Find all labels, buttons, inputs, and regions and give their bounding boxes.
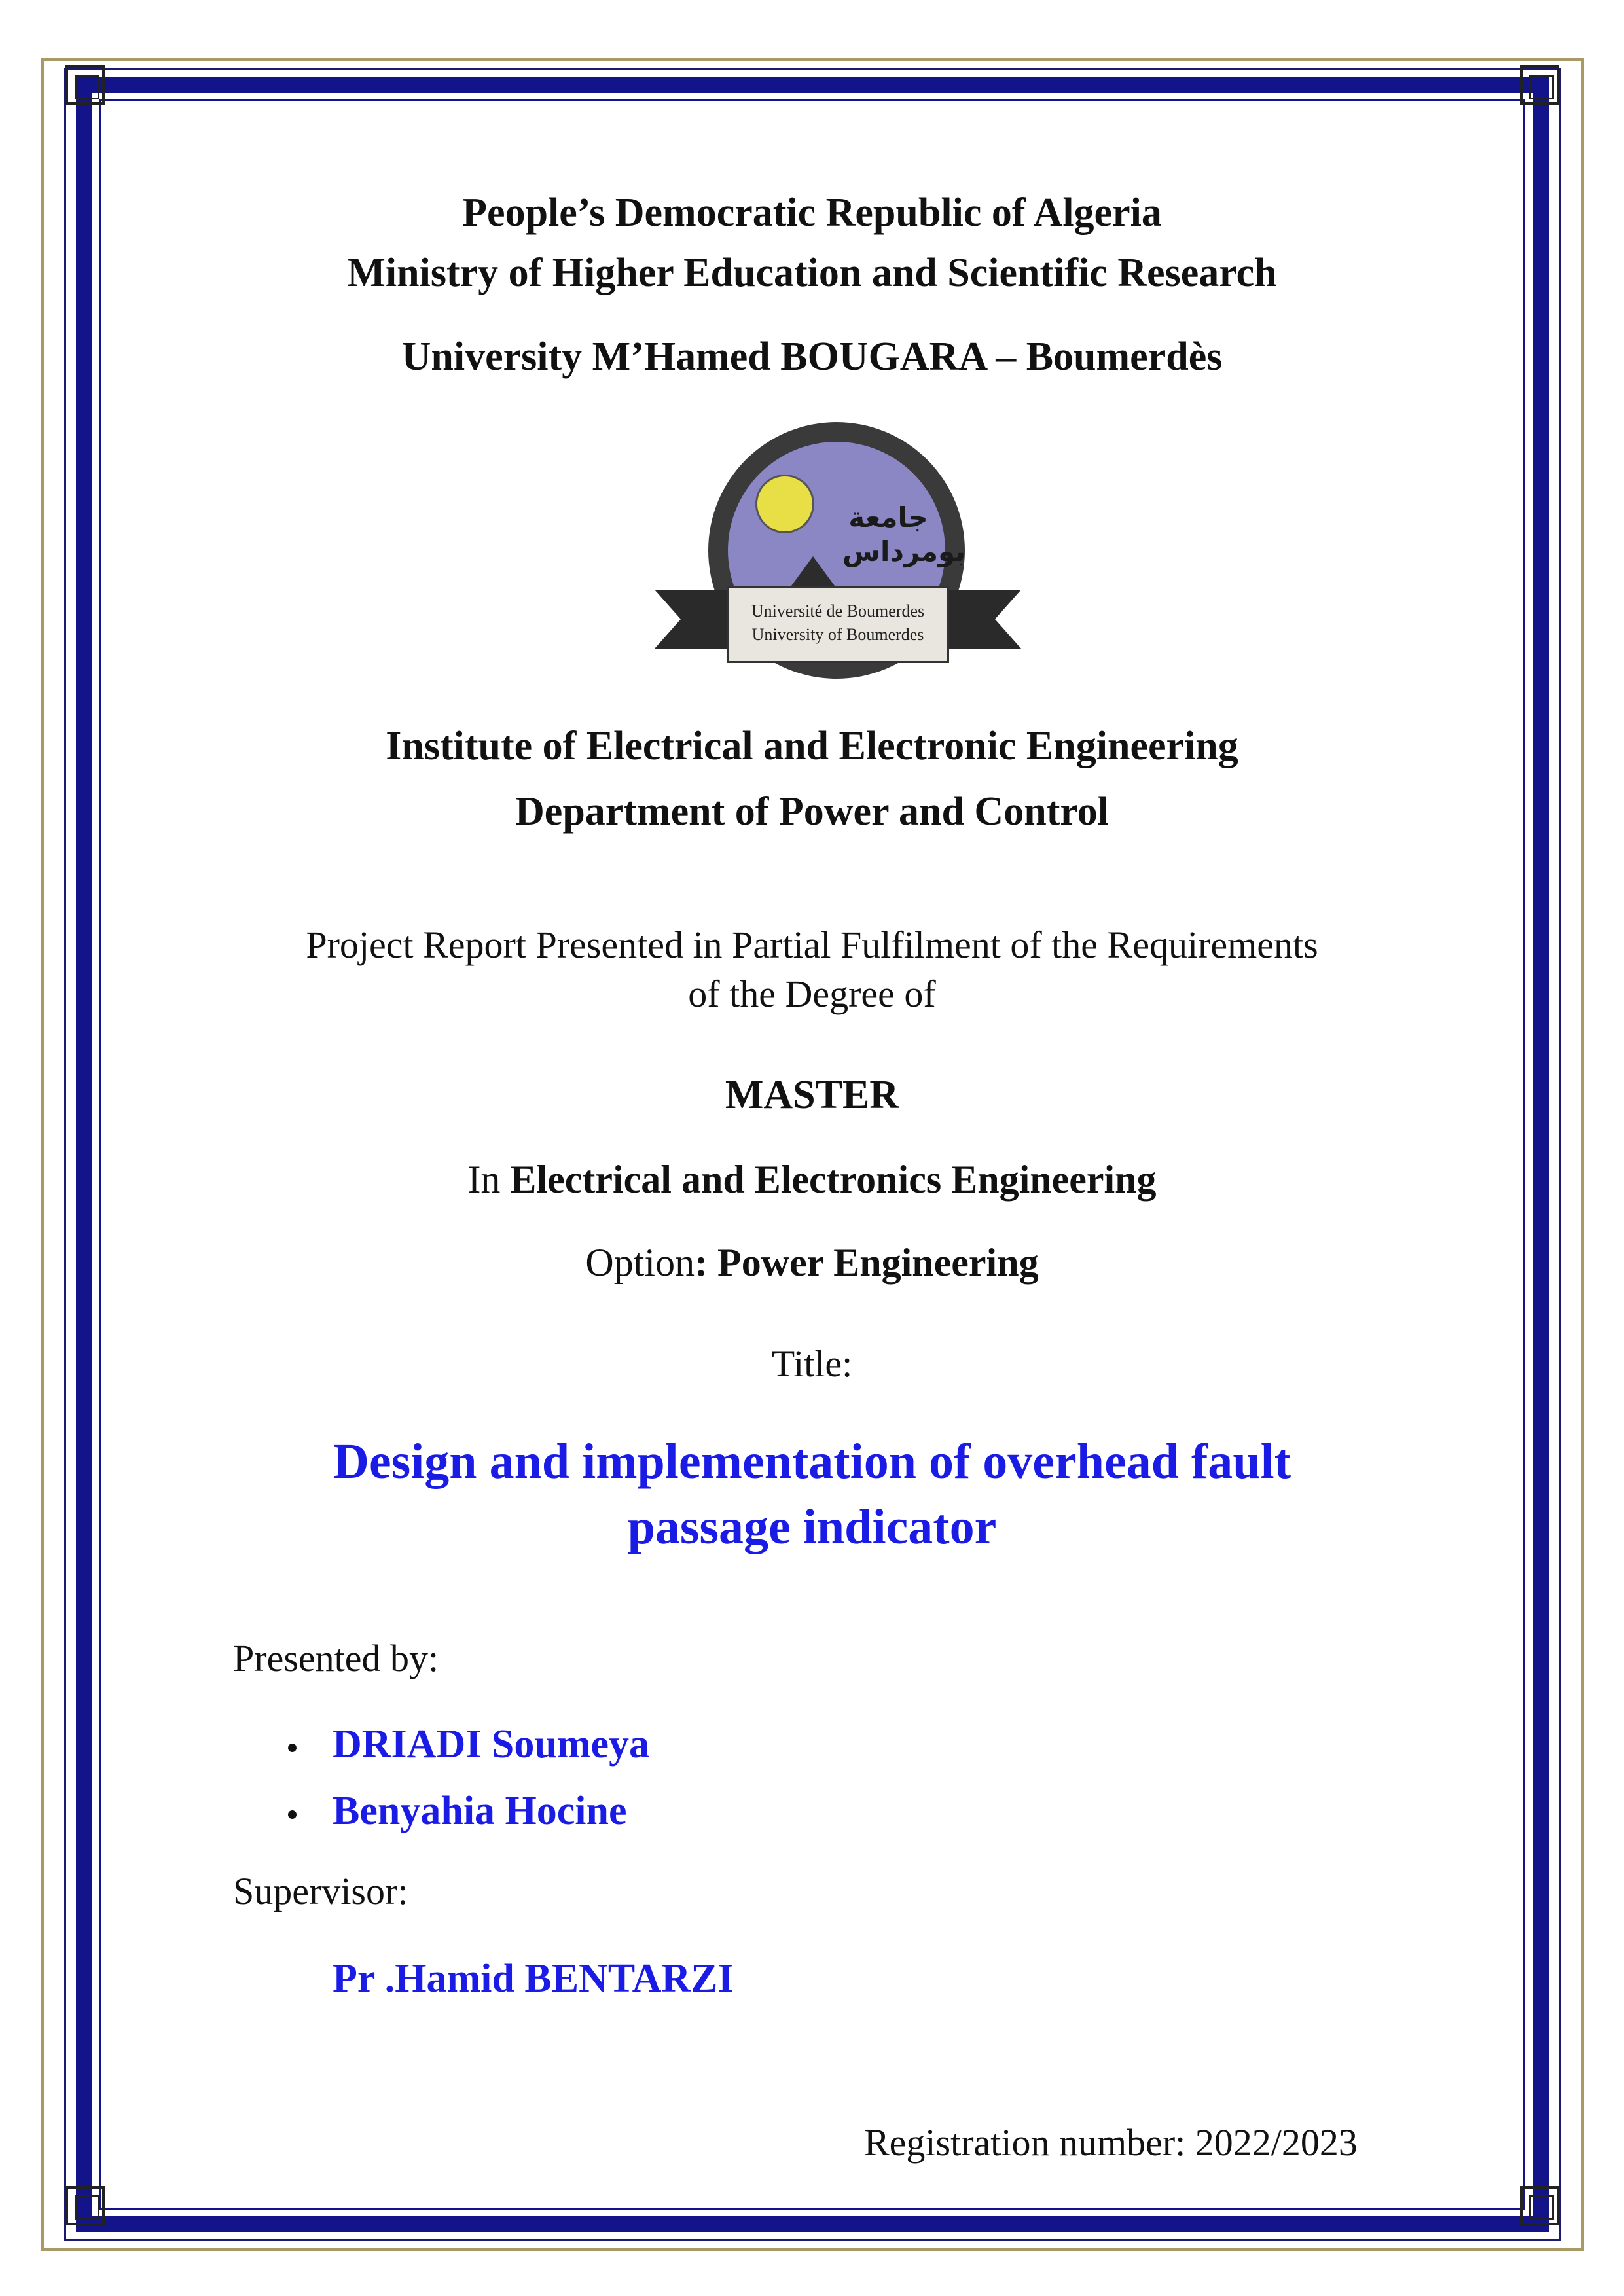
author-name: DRIADI Soumeya bbox=[333, 1722, 649, 1767]
corner-ornament-bottom-right bbox=[1520, 2186, 1559, 2225]
institute-heading: Institute of Electrical and Electronic Engineering bbox=[386, 724, 1238, 768]
country-heading: People’s Democratic Republic of Algeria bbox=[462, 190, 1162, 235]
purpose-line-1: Project Report Presented in Partial Fulfilment of the Requirements bbox=[306, 924, 1318, 966]
logo-ribbon bbox=[655, 586, 1021, 658]
field-prefix: In bbox=[467, 1158, 501, 1201]
corner-ornament-top-right bbox=[1520, 65, 1559, 105]
bullet-icon bbox=[288, 1810, 297, 1819]
corner-ornament-top-left bbox=[65, 65, 105, 105]
degree-field bbox=[0, 1157, 1624, 1202]
title-label: Title: bbox=[771, 1342, 853, 1385]
ribbon-text-french: Université de Boumerdes bbox=[751, 601, 925, 620]
degree-name: MASTER bbox=[725, 1073, 899, 1117]
bullet-icon bbox=[288, 1744, 297, 1752]
ribbon-tail-left bbox=[655, 590, 733, 649]
supervisor-name: Pr .Hamid BENTARZI bbox=[333, 1956, 734, 2001]
corner-ornament-bottom-left bbox=[65, 2186, 105, 2225]
degree-option bbox=[0, 1240, 1624, 1285]
ribbon-tail-right bbox=[943, 590, 1021, 649]
purpose-line-2: of the Degree of bbox=[688, 973, 936, 1015]
author-name: Benyahia Hocine bbox=[333, 1789, 627, 1833]
ribbon-band bbox=[727, 586, 949, 663]
registration-number: Registration number: 2022/2023 bbox=[864, 2121, 1358, 2164]
ministry-heading: Ministry of Higher Education and Scientific Research bbox=[347, 251, 1277, 295]
option-prefix: Option bbox=[585, 1241, 695, 1284]
logo-arabic-text: جامعة بومرداس bbox=[842, 501, 966, 567]
ribbon-text-english: University of Boumerdes bbox=[751, 625, 924, 644]
sun-icon bbox=[755, 475, 814, 533]
presented-by-label: Presented by: bbox=[233, 1637, 439, 1679]
thesis-title-line-1: Design and implementation of overhead fault bbox=[333, 1434, 1291, 1489]
supervisor-label: Supervisor: bbox=[233, 1870, 408, 1912]
university-heading: University M’Hamed BOUGARA – Boumerdès bbox=[401, 334, 1223, 379]
thesis-title-line-2: passage indicator bbox=[627, 1499, 997, 1554]
option-name: : Power Engineering bbox=[695, 1241, 1039, 1284]
department-heading: Department of Power and Control bbox=[515, 789, 1109, 834]
field-name: Electrical and Electronics Engineering bbox=[510, 1158, 1157, 1201]
university-logo bbox=[655, 416, 1021, 677]
